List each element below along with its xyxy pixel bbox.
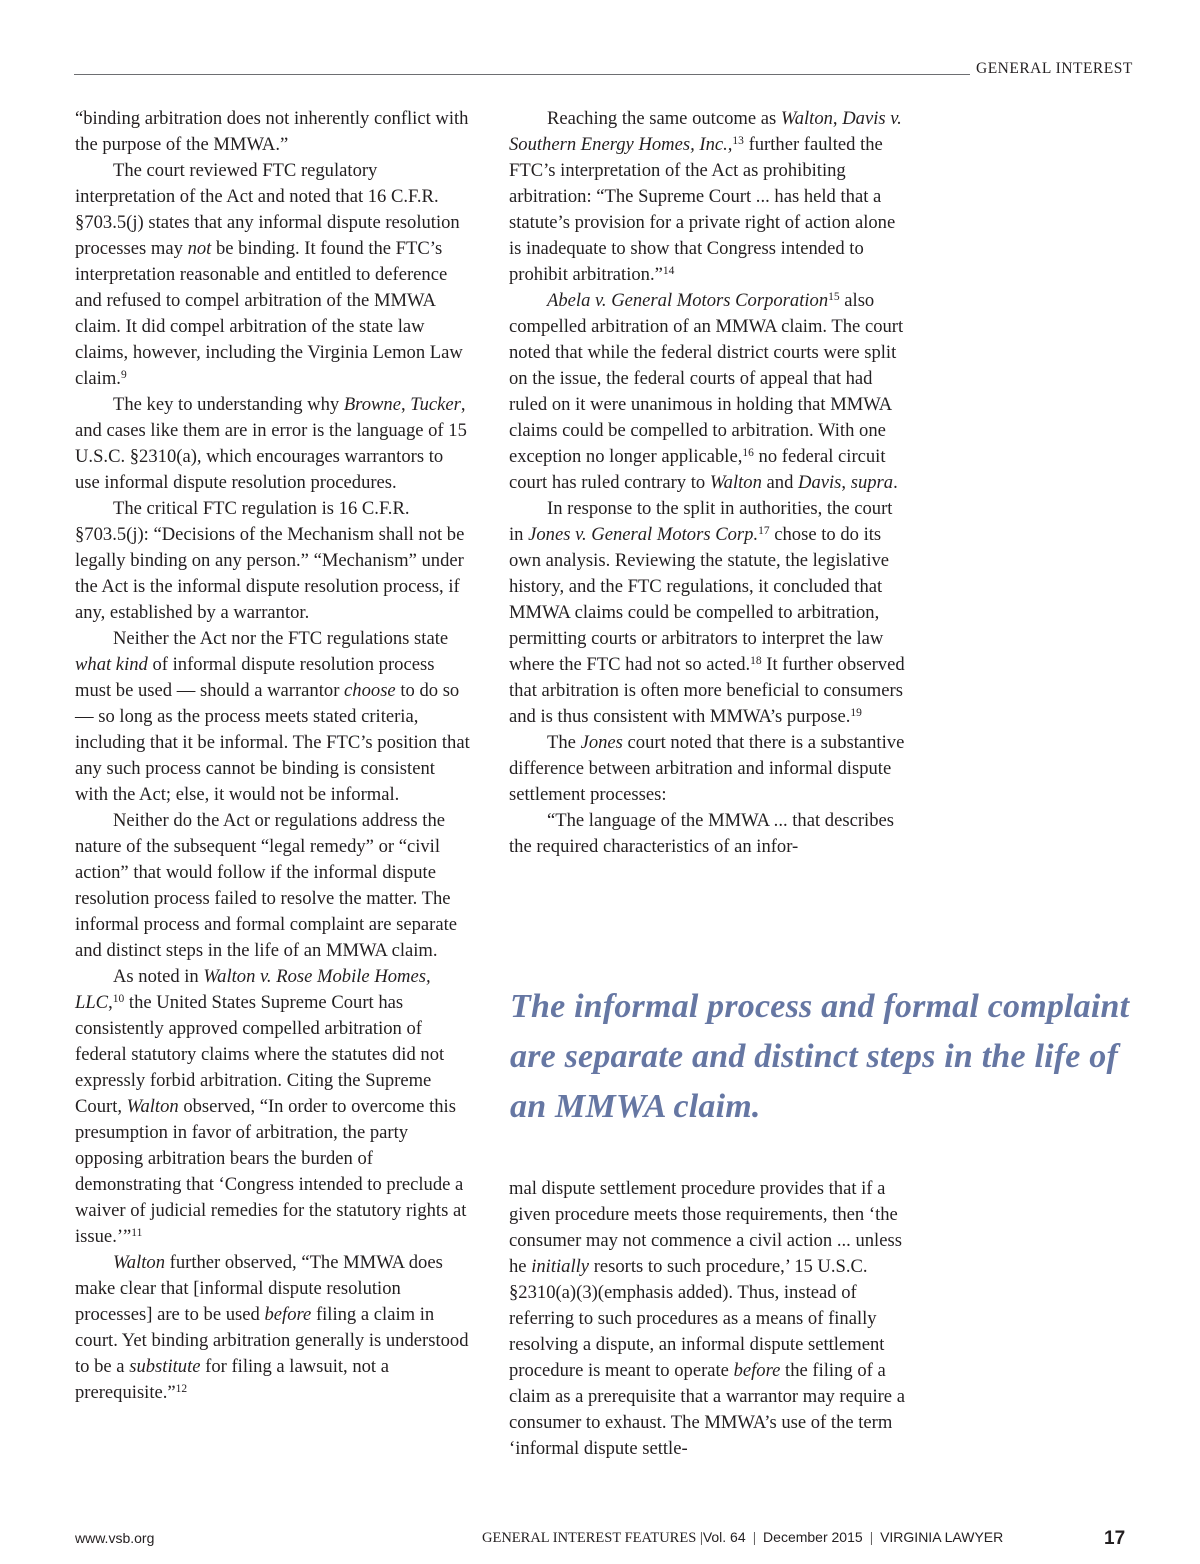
paragraph: The court reviewed FTC regulatory interpretation of the Act and noted that 16 C.F.R. §703.5(j) states that any informal dispute resolution processes may not be binding. It found the FTC’s interpretation reasonable and entitled to deference and refused to compel arbitration of the MMWA claim. It did compel arbitration of the state law claims, however, including the Virginia Lemon Law claim.$^9$ — [75, 160, 463, 389]
footnote-ref: 19 — [850, 707, 862, 719]
footer-publication-info: GENERAL INTEREST FEATURES |Vol. 64 | December 2015 | VIRGINIA LAWYER — [482, 1529, 1004, 1546]
paragraph: Reaching the same outcome as Walton, Davis v. Southern Energy Homes, Inc.,$^{13}$ further faulted the FTC’s interpretation of the Act as prohibiting arbitration: “The Supreme Court ... has held that a statute’s provision for a private right of action alone is inadequate to show that Congress intended to prohibit arbitration.”$^{14}$ — [509, 108, 902, 285]
paragraph: Neither the Act nor the FTC regulations state what kind of informal dispute resolution process must be used — should a warrantor choose to do so — so long as the process meets stated criteria, including that it be informal. The FTC’s position that any such process cannot be binding is consistent with the Act; else, it would not be informal. — [75, 628, 470, 805]
footer-volume: Vol. 64 — [702, 1529, 746, 1545]
footnote-ref: 12 — [175, 1383, 188, 1395]
header-rule — [74, 74, 970, 75]
paragraph: Walton further observed, “The MMWA does make clear that [informal dispute resolution processes] are to be used before filing a claim in court. Yet binding arbitration generally is understood to be a substitute for filing a lawsuit, not a prerequisite.”$^{12}$ — [75, 1252, 469, 1403]
paragraph: Neither do the Act or regulations address the nature of the subsequent “legal remedy” or “civil action” that would follow if the informal dispute resolution process failed to resolve the matter. The informal process and formal complaint are separate and distinct steps in the life of an MMWA claim. — [75, 810, 458, 961]
paragraph: In response to the split in authorities, the court in Jones v. General Motors Corp.$^{17}$ chose to do its own analysis. Reviewing the statute, the legislative history, and the FTC regulations, it concluded that MMWA claims could be compelled to arbitration, permitting courts or arbitrators to interpret the law where the FTC had not so acted.$^{18}$ It further observed that arbitration is often more beneficial to consumers and is thus consistent with MMWA’s purpose.$^{19}$ — [509, 498, 905, 727]
footnote-ref: 10 — [112, 993, 125, 1005]
footnote-ref: 11 — [131, 1227, 143, 1239]
page-number: 17 — [1104, 1528, 1126, 1549]
paragraph: The Jones court noted that there is a substantive difference between arbitration and informal dispute settlement processes: — [509, 732, 905, 805]
footer-features-label: GENERAL INTEREST FEATURES — [482, 1530, 697, 1546]
paragraph: As noted in Walton v. Rose Mobile Homes, LLC,$^{10}$ the United States Supreme Court has consistently approved compelled arbitration of federal statutory claims where the statutes did not expressly forbid arbitration. Citing the Supreme Court, Walton observed, “In order to overcome this presumption in favor of arbitration, the party opposing arbitration bears the burden of demonstrating that ‘Congress intended to preclude a waiver of judicial remedies for the statutory rights at issue.’”$^{11}$ — [75, 966, 467, 1247]
paragraph: mal dispute settlement procedure provides that if a given procedure meets those requirements, then ‘the consumer may not commence a civil action ... unless he initially resorts to such procedure,’ 15 U.S.C. §2310(a)(3)(emphasis added). Thus, instead of referring to such procedures as a means of finally resolving a dispute, an informal dispute settlement procedure is meant to operate before the filing of a claim as a prerequisite that a warrantor may require a consumer to exhaust. The MMWA’s use of the term ‘informal dispute settle- — [509, 1178, 905, 1459]
paragraph: The critical FTC regulation is 16 C.F.R. §703.5(j): “Decisions of the Mechanism shall not be legally binding on any person.” “Mechanism” under the Act is the informal dispute resolution process, if any, established by a warrantor. — [75, 498, 465, 623]
right-column-bottom — [509, 1176, 906, 1462]
footer-website: www.vsb.org — [75, 1530, 155, 1546]
paragraph: “binding arbitration does not inherently conflict with the purpose of the MMWA.” — [75, 108, 469, 155]
paragraph: Abela v. General Motors Corporation$^{15}$ also compelled arbitration of an MMWA claim. The court noted that while the federal district courts were split on the issue, the federal courts of appeal that had ruled on it were unanimous in holding that MMWA claims could be compelled to arbitration. With one exception no longer applicable,$^{16}$ no federal circuit court has ruled contrary to Walton and Davis, supra. — [509, 290, 904, 493]
footnote-ref: 14 — [662, 265, 675, 277]
footnote-ref: 17 — [758, 525, 770, 537]
paragraph: The key to understanding why Browne, Tucker, and cases like them are in error is the language of 15 U.S.C. §2310(a), which encourages warrantors to use informal dispute resolution procedures. — [75, 394, 467, 493]
paragraph: “The language of the MMWA ... that describes the required characteristics of an infor- — [509, 810, 894, 857]
section-label: GENERAL INTEREST — [976, 60, 1133, 77]
footer-publication: VIRGINIA LAWYER — [880, 1529, 1004, 1545]
pull-quote: The informal process and formal complaint are separate and distinct steps in the life of an MMWA claim. — [510, 988, 1130, 1125]
footer-date: December 2015 — [763, 1529, 863, 1545]
left-column — [75, 106, 470, 1406]
footnote-ref: 9 — [120, 369, 127, 381]
right-column-top — [509, 106, 906, 860]
footnote-ref: 13 — [732, 135, 744, 147]
footnote-ref: 16 — [742, 447, 754, 459]
footnote-ref: 15 — [828, 291, 840, 303]
footnote-ref: 18 — [750, 655, 762, 667]
